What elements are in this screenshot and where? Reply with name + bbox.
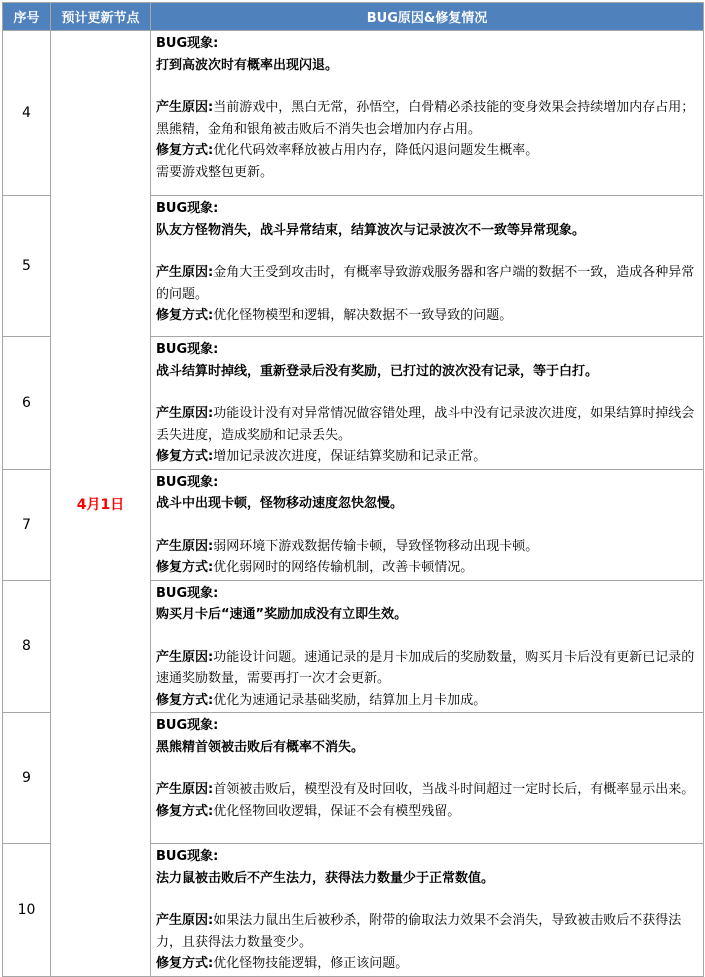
row-index: 10 (3, 844, 51, 977)
cause-text: 弱网环境下游戏数据传输卡顿，导致怪物移动出现卡顿。 (213, 538, 539, 554)
spacer (156, 382, 699, 403)
fix-text: 优化弱网时的网络传输机制，改善卡顿情况。 (213, 560, 474, 575)
bug-description (151, 844, 704, 977)
bug-description (151, 713, 704, 844)
cause-label: 产生原因: (156, 265, 214, 280)
bug-description (151, 337, 704, 470)
fix-line (156, 140, 699, 162)
fix-label: 修复方式: (156, 143, 214, 158)
phenomenon-label: BUG现象: (156, 585, 219, 601)
fix-label: 修复方式: (156, 560, 214, 575)
phenomenon-label: BUG现象: (156, 849, 219, 864)
fix-line (156, 446, 699, 468)
bug-description (151, 196, 704, 337)
update-date: 4月1日 (51, 31, 151, 977)
header-detail: BUG原因&修复情况 (151, 3, 704, 31)
cause-label: 产生原因: (156, 100, 214, 115)
row-index: 9 (3, 713, 51, 844)
phenomenon-label: BUG现象: (156, 36, 219, 51)
cause-text: 金角大王受到攻击时，有概率导致游戏服务器和客户端的数据不一致，造成各种异常的问题。 (156, 265, 695, 302)
cause-line (156, 262, 699, 305)
header-update-date: 预计更新节点 (51, 3, 151, 31)
bug-description (151, 31, 704, 196)
bug-fix-table (2, 2, 704, 977)
note-text: 需要游戏整包更新。 (156, 164, 274, 180)
spacer (156, 76, 699, 97)
fix-label: 修复方式: (156, 308, 214, 323)
cause-line (156, 910, 699, 953)
cause-text: 功能设计没有对异常情况做容错处理，战斗中没有记录波次进度，如果结算时掉线会丢失进度，造成奖励和记录丢失。 (156, 406, 695, 443)
cause-label: 产生原因: (156, 649, 214, 665)
cause-line (156, 97, 699, 140)
cause-text: 如果法力鼠出生后被秒杀，附带的偷取法力效果不会消失，导致被击败后不获得法力，且获得法力数量变少。 (156, 913, 682, 950)
row-index: 7 (3, 469, 51, 580)
spacer (156, 626, 699, 647)
cause-text: 功能设计问题。速通记录的是月卡加成后的奖励数量，购买月卡后没有更新已记录的速通奖励数量，需要再打一次才会更新。 (156, 649, 695, 686)
row-index: 5 (3, 196, 51, 337)
bug-description (151, 469, 704, 580)
fix-text: 优化代码效率释放被占用内存，降低闪退问题发生概率。 (213, 143, 539, 158)
fix-text: 增加记录波次进度，保证结算奖励和记录正常。 (213, 449, 487, 464)
fix-label: 修复方式: (156, 449, 214, 464)
fix-label: 修复方式: (156, 692, 214, 708)
phenomenon-label: BUG现象: (156, 201, 219, 216)
table-header-row (3, 3, 704, 31)
cause-line (156, 647, 699, 690)
cause-text: 首领被击败后，模型没有及时回收，当战斗时间超过一定时长后，有概率显示出来。 (213, 782, 695, 797)
cause-label: 产生原因: (156, 913, 214, 928)
header-index: 序号 (3, 3, 51, 31)
spacer (156, 758, 699, 779)
table-row (3, 31, 704, 196)
phenomenon-text: 黑熊精首领被击败后有概率不消失。 (156, 739, 365, 755)
phenomenon-text: 战斗中出现卡顿，怪物移动速度忽快忽慢。 (156, 496, 404, 511)
phenomenon-label: BUG现象: (156, 342, 219, 357)
cause-line (156, 403, 699, 446)
phenomenon-label: BUG现象: (156, 474, 219, 490)
fix-text: 优化怪物回收逻辑，保证不会有模型残留。 (213, 803, 461, 819)
bug-description (151, 580, 704, 713)
phenomenon-label: BUG现象: (156, 718, 219, 733)
cause-line (156, 779, 699, 801)
cause-line (156, 536, 699, 558)
cause-text: 当前游戏中，黑白无常，孙悟空，白骨精必杀技能的变身效果会持续增加内存占用；黑熊精，金角和银角被击败后不消失也会增加内存占用。 (156, 100, 695, 137)
fix-text: 优化怪物模型和逻辑，解决数据不一致导致的问题。 (213, 308, 513, 323)
cause-label: 产生原因: (156, 406, 214, 421)
fix-label: 修复方式: (156, 956, 214, 971)
spacer (156, 889, 699, 910)
phenomenon-text: 法力鼠被击败后不产生法力，获得法力数量少于正常数值。 (156, 870, 495, 886)
row-index: 4 (3, 31, 51, 196)
cause-label: 产生原因: (156, 782, 214, 797)
phenomenon-text: 打到高波次时有概率出现闪退。 (156, 57, 339, 73)
fix-line (156, 690, 699, 712)
fix-line (156, 305, 699, 327)
row-index: 6 (3, 337, 51, 470)
fix-label: 修复方式: (156, 803, 214, 819)
fix-text: 优化为速通记录基础奖励，结算加上月卡加成。 (213, 692, 487, 708)
row-index: 8 (3, 580, 51, 713)
fix-line (156, 557, 699, 579)
spacer (156, 241, 699, 262)
cause-label: 产生原因: (156, 538, 214, 554)
phenomenon-text: 队友方怪物消失，战斗异常结束，结算波次与记录波次不一致等异常现象。 (156, 222, 586, 238)
phenomenon-text: 战斗结算时掉线，重新登录后没有奖励，已打过的波次没有记录，等于白打。 (156, 363, 599, 379)
fix-line (156, 801, 699, 823)
fix-text: 优化怪物技能逻辑，修正该问题。 (213, 956, 409, 971)
phenomenon-text: 购买月卡后“速通”奖励加成没有立即生效。 (156, 607, 408, 622)
fix-line (156, 953, 699, 975)
spacer (156, 515, 699, 536)
